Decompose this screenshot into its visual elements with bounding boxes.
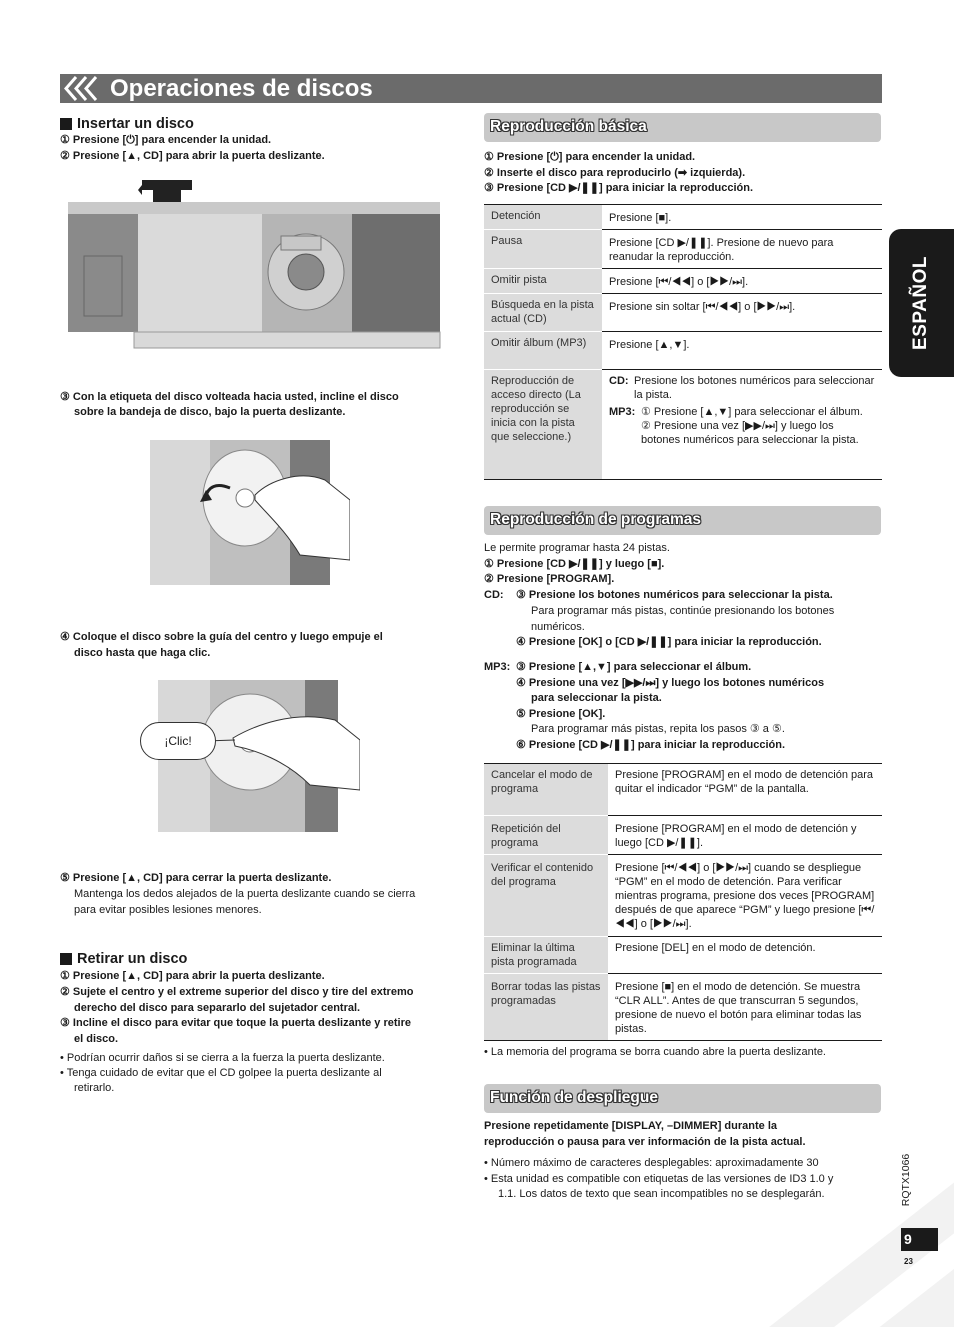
insert-heading: Insertar un disco <box>60 116 194 132</box>
unit-open-illustration <box>66 180 446 352</box>
click-callout: ¡Clic! <box>140 722 216 760</box>
display-text-line1: Presione repetidamente [DISPLAY, –DIMMER] durante la <box>484 1120 777 1132</box>
program-cd-step-4: ④ Presione [OK] o [CD ▶/❚❚] para iniciar la reproducción. <box>516 636 822 648</box>
program-mp3-step-4-line1: ④ Presione una vez [▶▶/⏭] y luego los botones numéricos <box>516 677 825 689</box>
sub-page-number: 23 <box>904 1257 913 1266</box>
program-mp3-step-5-note: Para programar más pistas, repita los pasos ③ a ⑤. <box>531 723 785 735</box>
basic-step-2: ② Inserte el disco para reproducirlo (➡ izquierda). <box>484 167 746 179</box>
remove-step-2-line1: ② Sujete el centro y el extreme superior del disco y tire del extremo <box>60 986 414 998</box>
table-row: Reproducción de acceso directo (La reproducción se inicia con la pista que seleccione.) CD: Presione los botones numéricos para seleccionar la pista. MP3: ① Presione [▲,▼] para seleccionar el álbum. ② Presione una vez [▶▶/⏭] y luego los botones numéricos para seleccionar la pista. <box>484 370 882 480</box>
program-cd-label: CD: <box>484 589 504 601</box>
program-mp3-step-3: ③ Presione [▲,▼] para seleccionar el álbum. <box>516 661 752 673</box>
chevron-left-icon <box>62 74 104 103</box>
program-step-2: ② Presione [PROGRAM]. <box>484 573 615 585</box>
insert-step-4-line1: ④ Coloque el disco sobre la guía del centro y luego empuje el <box>60 631 383 643</box>
insert-step-5-note-line1: Mantenga los dedos alejados de la puerta deslizante cuando se cierra <box>74 888 416 900</box>
remove-note-1: • Podrían ocurrir daños si se cierra a la fuerza la puerta deslizante. <box>60 1052 385 1064</box>
basic-playback-heading: Reproducción básica <box>484 113 881 142</box>
square-bullet-icon <box>60 953 72 965</box>
model-code: RQTX1066 <box>900 1153 912 1207</box>
table-row: Repetición del programa Presione [PROGRAM] en el modo de detención y luego [CD ▶/❚❚]. <box>484 816 882 855</box>
page-title-bar <box>60 74 882 103</box>
insert-step-5-note-line2: para evitar posibles lesiones menores. <box>74 904 262 916</box>
program-note: • La memoria del programa se borra cuando abre la puerta deslizante. <box>484 1046 826 1058</box>
basic-playback-table <box>484 204 882 480</box>
remove-note-2-line1: • Tenga cuidado de evitar que el CD golpee la puerta deslizante al <box>60 1067 382 1079</box>
table-row: Búsqueda en la pista actual (CD) Presione sin soltar [⏮/◀◀] o [▶▶/⏭]. <box>484 294 882 332</box>
table-row: Omitir pista Presione [⏮/◀◀] o [▶▶/⏭]. <box>484 269 882 294</box>
remove-step-1: ① Presione [▲, CD] para abrir la puerta deslizante. <box>60 970 325 982</box>
program-cd-step-3-note-line2: numéricos. <box>531 621 585 633</box>
insert-step-4-line2: disco hasta que haga clic. <box>74 647 211 659</box>
remove-step-3-line1: ③ Incline el disco para evitar que toque la puerta deslizante y retire <box>60 1017 411 1029</box>
program-mp3-step-4-line2: para seleccionar la pista. <box>531 692 662 704</box>
display-function-heading: Función de despliegue <box>484 1084 881 1113</box>
table-row: Cancelar el modo de programa Presione [PROGRAM] en el modo de detención para quitar el indicador “PGM” de la pantalla. <box>484 764 882 816</box>
program-mp3-step-6: ⑥ Presione [CD ▶/❚❚] para iniciar la reproducción. <box>516 739 786 751</box>
program-cd-step-3: ③ Presione los botones numéricos para seleccionar la pista. <box>516 589 833 601</box>
disc-tilt-illustration <box>150 440 350 585</box>
page-title: Operaciones de discos <box>110 75 373 102</box>
basic-step-3: ③ Presione [CD ▶/❚❚] para iniciar la reproducción. <box>484 182 754 194</box>
display-note-2-line1: • Esta unidad es compatible con etiquetas de las versiones de ID3 1.0 y <box>484 1173 834 1185</box>
table-row: Omitir álbum (MP3) Presione [▲,▼]. <box>484 332 882 370</box>
program-cd-step-3-note-line1: Para programar más pistas, continúe presionando los botones <box>531 605 835 617</box>
table-row: Borrar todas las pistas programadas Presione [■] en el modo de detención. Se muestra “CLR ALL”. Antes de que transcurran 5 segundos, presione de nuevo el botón para eliminar todas las pistas. <box>484 974 882 1041</box>
display-text-line2: reproducción o pausa para ver información de la pista actual. <box>484 1136 806 1148</box>
table-row: Eliminar la última pista programada Presione [DEL] en el modo de detención. <box>484 937 882 974</box>
table-row: Verificar el contenido del programa Presione [⏮/◀◀] o [▶▶/⏭] cuando se despliegue “PGM” en el modo de detención. Para verificar mientras programa, presione dos veces [PROGRAM] después de que aparece “PGM” y luego presione [⏮/◀◀] o [▶▶/⏭]. <box>484 855 882 937</box>
table-row: Detención Presione [■]. <box>484 205 882 230</box>
display-note-1: • Número máximo de caracteres desplegables: aproximadamente 30 <box>484 1157 819 1169</box>
program-mp3-label: MP3: <box>484 661 511 673</box>
insert-step-3-line1: ③ Con la etiqueta del disco volteada hacia usted, incline el disco <box>60 391 399 403</box>
display-note-2-line2: 1.1. Los datos de texto que sean incompatibles no se desplegarán. <box>498 1188 825 1200</box>
remove-step-2-line2: derecho del disco para separarlo del sujetador central. <box>74 1002 361 1014</box>
program-intro: Le permite programar hasta 24 pistas. <box>484 542 670 554</box>
insert-step-3-line2: sobre la bandeja de disco, bajo la puerta deslizante. <box>74 406 346 418</box>
language-tab: ESPAÑOL <box>889 229 954 377</box>
insert-step-2: ② Presione [▲, CD] para abrir la puerta deslizante. <box>60 150 325 162</box>
program-table <box>484 763 882 1041</box>
insert-step-5: ⑤ Presione [▲, CD] para cerrar la puerta deslizante. <box>60 872 332 884</box>
program-playback-heading: Reproducción de programas <box>484 506 881 535</box>
program-mp3-step-5: ⑤ Presione [OK]. <box>516 708 606 720</box>
square-bullet-icon <box>60 118 72 130</box>
program-step-1: ① Presione [CD ▶/❚❚] y luego [■]. <box>484 558 665 570</box>
remove-step-3-line2: el disco. <box>74 1033 119 1045</box>
basic-step-1: ① Presione [⏻] para encender la unidad. <box>484 151 696 163</box>
page-number: 9 <box>901 1228 938 1251</box>
table-row: Pausa Presione [CD ▶/❚❚]. Presione de nuevo para reanudar la reproducción. <box>484 230 882 269</box>
remove-note-2-line2: retirarlo. <box>74 1082 115 1094</box>
insert-step-1: ① Presione [⏻] para encender la unidad. <box>60 134 272 146</box>
remove-heading: Retirar un disco <box>60 951 187 967</box>
